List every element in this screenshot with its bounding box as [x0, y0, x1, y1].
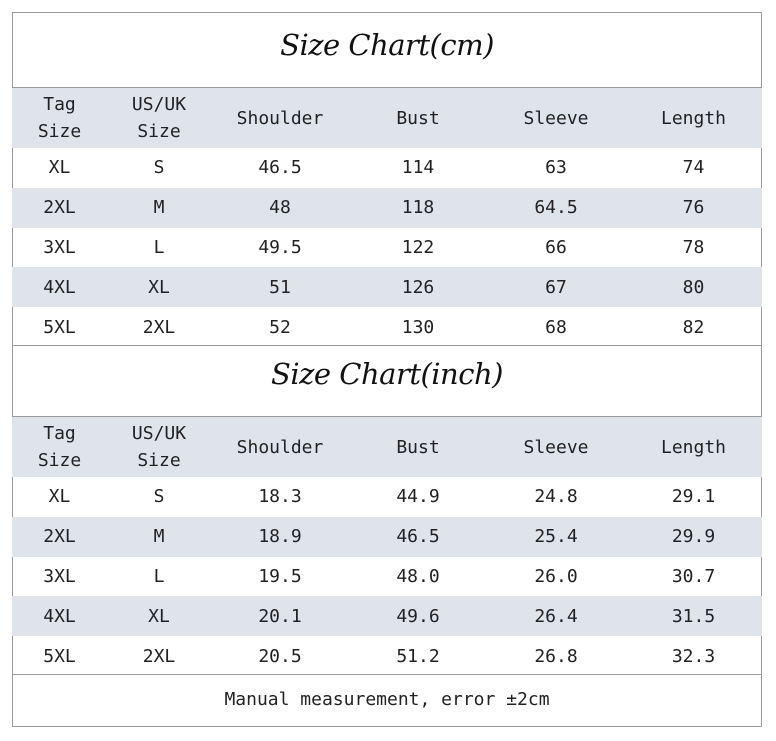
column-header-text: US/UK [131, 423, 187, 444]
column-header [625, 417, 762, 477]
column-header [12, 88, 107, 148]
table-cell: 2XL [12, 188, 107, 228]
table-cell: 2XL [142, 316, 176, 338]
column-header-text: Length [660, 107, 727, 129]
table-cell: 30.7 [671, 565, 716, 587]
table-cell: XL [107, 267, 211, 307]
column-header-text: Sleeve [523, 436, 589, 458]
table-cell: XL [48, 486, 71, 508]
table-cell: 3XL [43, 565, 76, 587]
table-cell: 2XL [142, 645, 176, 667]
table-cell: 20.5 [258, 645, 302, 667]
inch-chart-title: Size Chart(inch) [271, 357, 503, 391]
divider [12, 345, 762, 346]
column-header [211, 417, 349, 477]
table-cell: 4XL [12, 596, 107, 636]
table-cell: 26.4 [487, 596, 625, 636]
cm-chart-title: Size Chart(cm) [280, 28, 494, 62]
table-cell: 5XL [43, 645, 76, 667]
table-row [12, 228, 762, 268]
table-cell: 29.1 [671, 486, 716, 508]
table-row [12, 636, 762, 676]
table-cell: 26.8 [534, 645, 578, 667]
table-cell: 82 [682, 316, 705, 338]
table-cell: 76 [625, 188, 762, 228]
table-row [12, 267, 762, 307]
column-header [349, 88, 487, 148]
header-row [12, 88, 762, 148]
table-row [12, 477, 762, 517]
column-header-text: Sleeve [523, 107, 589, 129]
table-row [12, 557, 762, 597]
measurement-note: Manual measurement, error ±2cm [224, 689, 550, 710]
table-cell: S [153, 486, 165, 508]
table-cell: XL [48, 157, 71, 179]
table-cell: XL [107, 596, 211, 636]
column-header-text: Shoulder [236, 107, 324, 129]
column-header [12, 417, 107, 477]
table-row [12, 148, 762, 188]
table-cell: 46.5 [258, 157, 302, 179]
table-cell: 118 [349, 188, 487, 228]
table-cell: 80 [625, 267, 762, 307]
column-header [211, 88, 349, 148]
column-header-text: Size [37, 121, 82, 142]
column-header-text: Tag [43, 423, 76, 444]
column-header [487, 417, 625, 477]
table-cell: 44.9 [396, 486, 440, 508]
column-header-text: Size [37, 450, 82, 471]
table-cell: 4XL [12, 267, 107, 307]
column-header-text: Bust [396, 107, 440, 129]
table-cell: 24.8 [534, 486, 578, 508]
column-header [107, 88, 211, 148]
table-cell: 126 [349, 267, 487, 307]
table-cell: 32.3 [671, 645, 716, 667]
table-cell: 31.5 [625, 596, 762, 636]
column-header [625, 88, 762, 148]
table-cell: 20.1 [211, 596, 349, 636]
table-cell: 46.5 [349, 517, 487, 557]
table-cell: 29.9 [625, 517, 762, 557]
table-cell: 25.4 [487, 517, 625, 557]
column-header-text: US/UK [131, 94, 187, 115]
table-cell: 19.5 [258, 565, 302, 587]
table-cell: 66 [545, 236, 567, 258]
table-row [12, 517, 762, 557]
inch-size-table [12, 417, 762, 676]
table-cell: 122 [401, 236, 435, 258]
table-cell: S [153, 157, 165, 179]
table-cell: M [107, 188, 211, 228]
table-cell: 48.0 [396, 565, 440, 587]
table-cell: 2XL [12, 517, 107, 557]
column-header-text: Tag [43, 94, 76, 115]
table-cell: 49.5 [258, 236, 302, 258]
column-header-text: Size [137, 450, 181, 471]
header-row [12, 417, 762, 477]
column-header-text: Size [137, 121, 181, 142]
table-cell: 49.6 [349, 596, 487, 636]
table-row [12, 596, 762, 636]
table-cell: L [153, 565, 165, 587]
divider [12, 674, 762, 675]
table-cell: 3XL [43, 236, 76, 258]
table-cell: 63 [545, 157, 567, 179]
table-cell: 114 [401, 157, 435, 179]
table-cell: 78 [682, 236, 705, 258]
table-cell: L [153, 236, 165, 258]
table-row [12, 307, 762, 347]
table-cell: 26.0 [534, 565, 578, 587]
table-cell: 52 [269, 316, 291, 338]
table-cell: 51 [211, 267, 349, 307]
column-header-text: Bust [396, 436, 440, 458]
table-cell: 48 [211, 188, 349, 228]
column-header-text: Shoulder [236, 436, 324, 458]
table-row [12, 188, 762, 228]
column-header [487, 88, 625, 148]
table-cell: M [107, 517, 211, 557]
table-cell: 5XL [43, 316, 76, 338]
table-cell: 74 [682, 157, 705, 179]
table-cell: 18.9 [211, 517, 349, 557]
table-cell: 130 [401, 316, 435, 338]
table-cell: 64.5 [487, 188, 625, 228]
cm-size-table [12, 88, 762, 347]
column-header [107, 417, 211, 477]
table-cell: 68 [545, 316, 567, 338]
table-cell: 18.3 [258, 486, 302, 508]
column-header [349, 417, 487, 477]
column-header-text: Length [660, 436, 727, 458]
table-cell: 67 [487, 267, 625, 307]
table-cell: 51.2 [396, 645, 440, 667]
